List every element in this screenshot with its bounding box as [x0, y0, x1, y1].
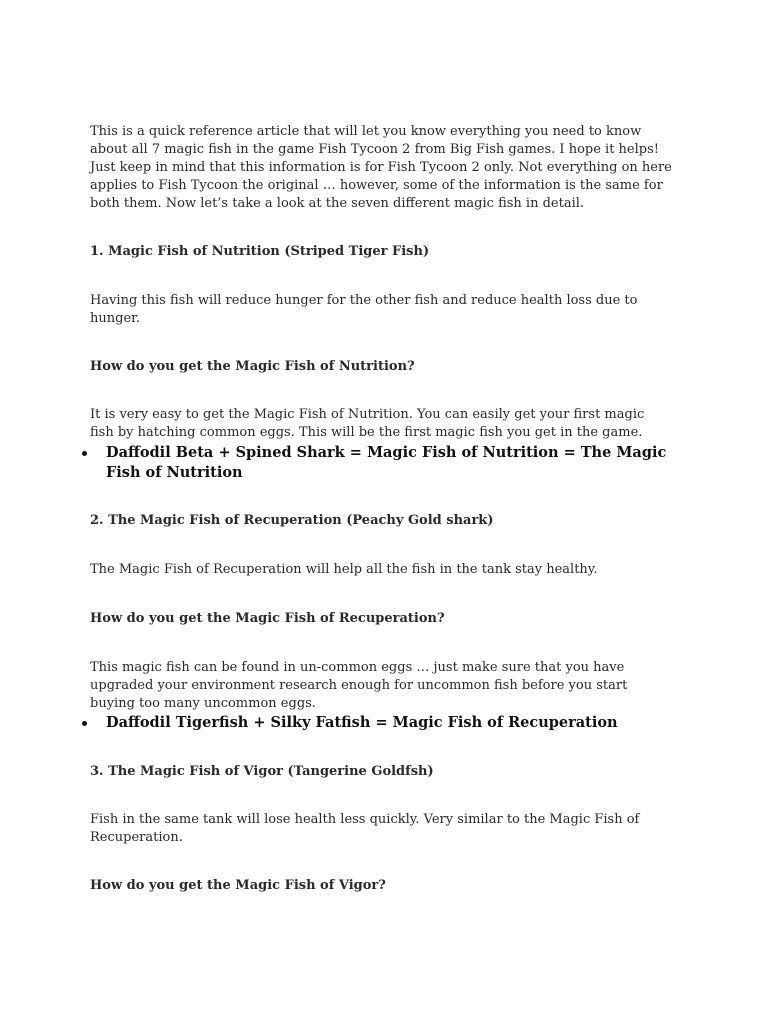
section-1-heading: 1. Magic Fish of Nutrition (Striped Tiger Fish): [90, 244, 430, 259]
section-3-heading: 3. The Magic Fish of Vigor (Tangerine Goldfsh): [90, 764, 434, 779]
section-1-how-text: It is very easy to get the Magic Fish of Nutrition. You can easily get your first magic fish by hatching common eggs. This will be the first magic fish you get in the game.: [90, 407, 645, 440]
section-2-how-heading: How do you get the Magic Fish of Recuperation?: [90, 611, 445, 626]
section-2-heading: 2. The Magic Fish of Recuperation (Peachy Gold shark): [90, 513, 494, 528]
section-2-how-text: This magic fish can be found in un-common eggs … just make sure that you have upgraded your environment research enough for uncommon fish before you start buying too many uncommon eggs.: [90, 660, 628, 711]
section-2-recipe-bullet: [80, 713, 700, 733]
bullet-icon: [82, 451, 87, 456]
section-1-description: Having this fish will reduce hunger for the other fish and reduce health loss due to hunger.: [90, 293, 638, 326]
section-1-how-heading: How do you get the Magic Fish of Nutrition?: [90, 359, 415, 374]
section-2-recipe-text: Daffodil Tigerfish + Silky Fatfish = Magic Fish of Recuperation: [106, 714, 618, 731]
section-1-recipe-bullet: [80, 443, 680, 483]
section-2-description: The Magic Fish of Recuperation will help all the fish in the tank stay healthy.: [90, 562, 598, 577]
intro-paragraph: This is a quick reference article that will let you know everything you need to know about all 7 magic fish in the game Fish Tycoon 2 from Big Fish games. I hope it helps! Just keep in mind that this information is for Fish Tycoon 2 only. Not everything on here applies to Fish Tycoon the original … however, some of the information is the same for both them. Now let’s take a look at the seven different magic fish in detail.: [90, 124, 672, 211]
section-3-how-heading: How do you get the Magic Fish of Vigor?: [90, 878, 386, 893]
section-3-description: Fish in the same tank will lose health less quickly. Very similar to the Magic Fish of Recuperation.: [90, 812, 640, 845]
section-1-recipe-text: Daffodil Beta + Spined Shark = Magic Fish of Nutrition = The Magic Fish of Nutrition: [106, 444, 667, 481]
bullet-icon: [82, 721, 87, 726]
